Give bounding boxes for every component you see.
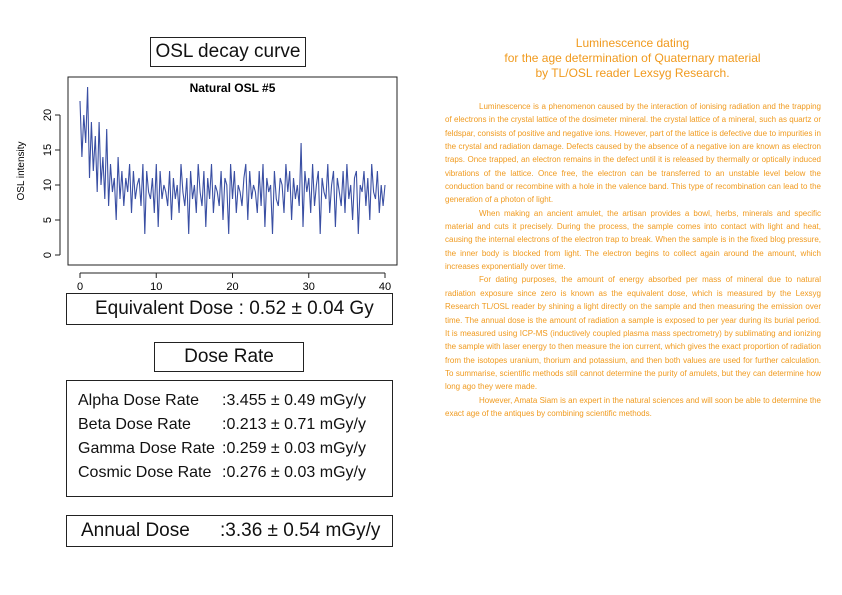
x-tick-label: 0: [76, 281, 84, 290]
y-tick-label: 10: [42, 178, 54, 192]
equivalent-dose-label: Equivalent Dose: [95, 298, 234, 319]
x-tick-label: 20: [226, 281, 239, 290]
dose-rate-value: :0.213 ± 0.71 mGy/y: [222, 416, 366, 433]
dose-rate-name: Gamma Dose Rate: [78, 440, 215, 457]
luminescence-title-line: Luminescence dating: [575, 36, 690, 50]
dose-rates-box: [66, 380, 393, 497]
osl-decay-curve-title: OSL decay curve: [150, 37, 306, 67]
luminescence-paragraph: For dating purposes, the amount of energy absorbed per mass of mineral due to natural radiation exposure since zero is known as the equivalent dose, which is measured by the Lexsyg Research TL/OSL reader by shining a light directly on the sample and then measuring the emission over time. The annual dose is the amount of radiation a sample is exposed to per year during its burial period. It is measured using ICP-MS (inductively coupled plasma mass spectrometry) by sublimating and ionizing the sample with laser energy to then measure the ion current, which gives the exact proportion of radiation from the isotopes uranium, thorium and potassium, and then both values are used for further calculation. To summarise, scientific methods still cannot determine the purity of amulets, but they can determine how long ago they were made.: [445, 275, 821, 392]
dose-rate-value: :0.259 ± 0.03 mGy/y: [222, 440, 366, 457]
x-tick-label: 10: [150, 281, 163, 290]
luminescence-paragraph: However, Amata Siam is an expert in the natural sciences and will soon be able to determine the exact age of the antiques by combining scientific methods.: [445, 395, 821, 418]
luminescence-body: [445, 100, 821, 420]
equivalent-dose-box: [66, 293, 393, 325]
chart-title: Natural OSL #5: [189, 81, 276, 95]
dose-rate-value: :3.455 ± 0.49 mGy/y: [222, 392, 366, 409]
luminescence-title-line: for the age determination of Quaternary material: [504, 51, 761, 65]
osl-series-line: [80, 87, 385, 234]
x-tick-label: 40: [378, 281, 392, 290]
dose-rate-name: Beta Dose Rate: [78, 416, 191, 433]
annual-dose-value: :3.36 ± 0.54 mGy/y: [220, 520, 381, 541]
luminescence-title: [460, 36, 805, 81]
y-tick-label: 0: [42, 251, 54, 259]
osl-decay-chart: [12, 72, 402, 290]
dose-rate-name: Cosmic Dose Rate: [78, 464, 212, 481]
dose-rate-title: Dose Rate: [154, 342, 304, 372]
y-axis-label: OSL intensity: [16, 141, 27, 201]
luminescence-title-line: by TL/OSL reader Lexsyg Research.: [535, 66, 730, 80]
annual-dose-box: [66, 515, 393, 547]
y-tick-label: 15: [42, 143, 54, 157]
luminescence-paragraph: When making an ancient amulet, the artisan provides a bowl, herbs, minerals and specific material and cuts it precisely. During the process, the sample comes into contact with light and heat, causing the internal electrons of the electron trap to break. When the sample is in the fixed blog pressure, the inner body is blocked from light. The electron begins to collect again around the amount, which increases exponentially over time.: [445, 208, 821, 272]
luminescence-paragraph: Luminescence is a phenomenon caused by the interaction of ionising radiation and the trapping of electrons in the crystal lattice of the dosimeter mineral. the crystal lattice of a mineral, such as quartz or feldspar, consists of positive and negative ions. However, part of the lattice is defective due to impurities in the crystal and radiation damage. Defects caused by the absence of a negative ion are known as electron traps. Once trapped, an electron remains in the defect until it is released by thermally or optically induced vibrations of the lattice. Once free, the electron can be transferred to an unstable level below the conduction band or recombine with a hole in the valence band. This type of recombination can lead to the generation of a photon of light.: [445, 102, 821, 205]
y-tick-label: 5: [42, 216, 54, 224]
dose-rate-name: Alpha Dose Rate: [78, 392, 199, 409]
equivalent-dose-value: : 0.52 ± 0.04 Gy: [238, 298, 374, 319]
annual-dose-label: Annual Dose: [81, 520, 190, 541]
y-tick-label: 20: [42, 108, 54, 122]
dose-rate-value: :0.276 ± 0.03 mGy/y: [222, 464, 366, 481]
x-tick-label: 30: [302, 281, 315, 290]
